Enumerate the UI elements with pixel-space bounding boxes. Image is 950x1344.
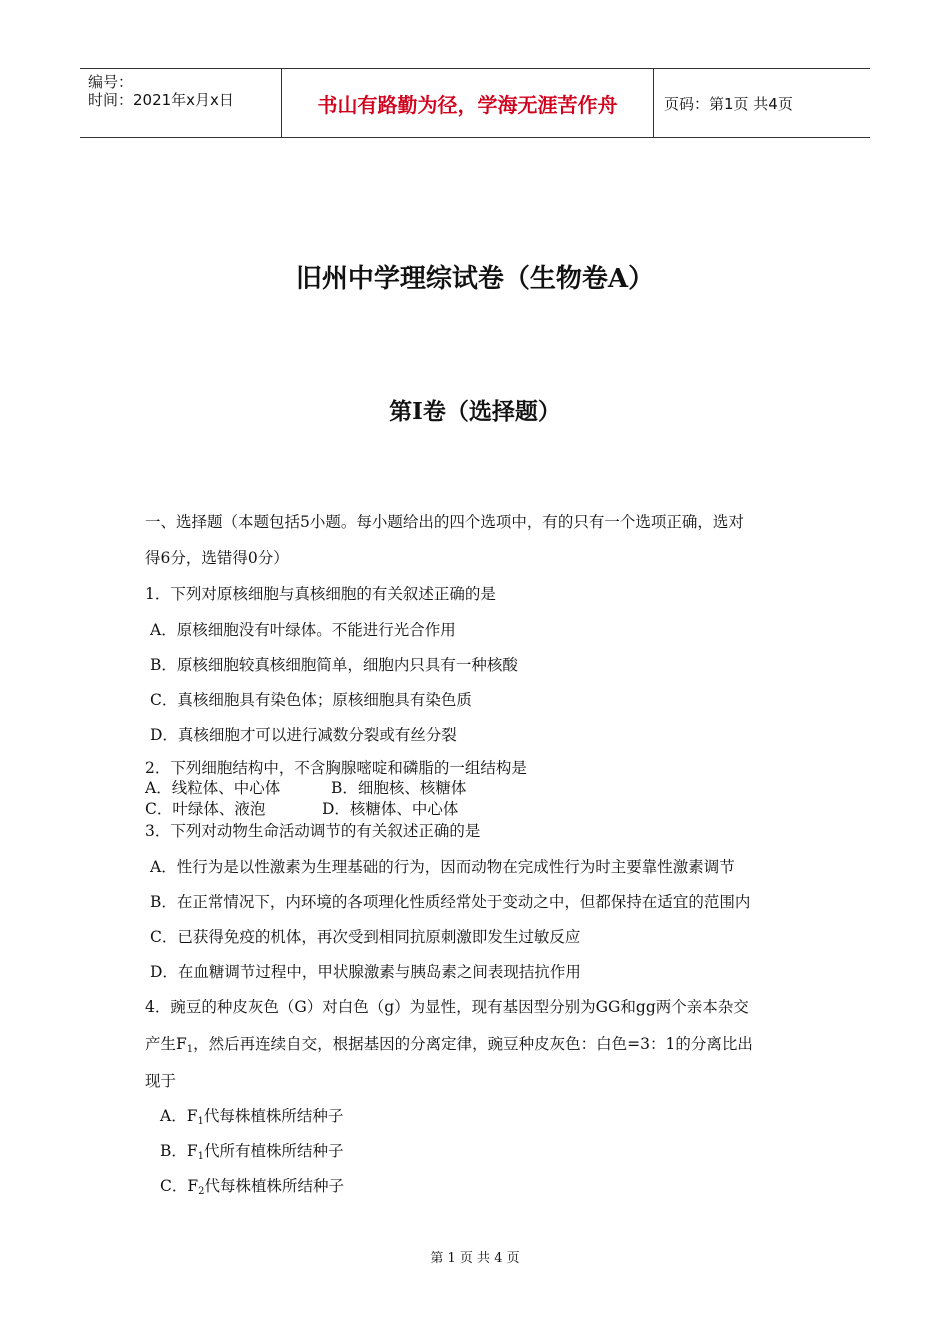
q3-option-d: D．在血糖调节过程中，甲状腺激素与胰岛素之间表现拮抗作用 [150,963,581,981]
header-info-cell [80,69,282,137]
header-motto-cell [282,69,654,137]
q4-option-b: B．$F_1$代所有植株所结种子 [160,1142,344,1162]
header-table [80,68,870,138]
q1-option-d: D．真核细胞才可以进行减数分裂或有丝分裂 [150,726,457,744]
q4-stem-line-1: 4．豌豆的种皮灰色（G）对白色（g）为显性，现有基因型分别为GG和gg两个亲本杂交 [145,998,749,1016]
q4-option-a: A．$F_1$代每株植株所结种子 [160,1107,344,1127]
section-title: 第Ⅰ卷（选择题） [389,398,561,425]
number-label: 编号： [88,73,134,91]
motto-text: 书山有路勤为径，学海无涯苦作舟 [317,92,618,117]
page-footer: 第 1 页 共 4 页 [430,1251,520,1266]
header-page-cell [654,69,870,137]
q2-option-d: D．核糖体、中心体 [322,800,459,818]
q4-option-c: C．$F_2$代每株植株所结种子 [160,1177,345,1197]
time-label: 时间：2021年x月x日 [88,91,234,109]
instructions-line-1: 一、选择题（本题包括5小题。每小题给出的四个选项中，有的只有一个选项正确，选对 [145,513,744,531]
page-info: 页码：第1页 共4页 [664,94,793,113]
q3-stem: 3．下列对动物生命活动调节的有关叙述正确的是 [145,822,481,840]
q2-option-a: A．线粒体、中心体 [145,779,281,797]
q1-option-c: C．真核细胞具有染色体；原核细胞具有染色质 [150,691,472,709]
q4-stem-line-3: 现于 [145,1072,177,1090]
q2-option-c: C．叶绿体、液泡 [145,800,266,818]
q1-option-a: A．原核细胞没有叶绿体。不能进行光合作用 [150,621,456,639]
q2-stem: 2．下列细胞结构中，不含胸腺嘧啶和磷脂的一组结构是 [145,759,527,777]
instructions-line-2: 得6分，选错得0分） [145,549,289,567]
q4-stem-line-2: 产生$F_1$，然后再连续自交，根据基因的分离定律，豌豆种皮灰色：白色=3：1的分离比出 [145,1035,753,1055]
q3-option-c: C．已获得免疫的机体，再次受到相同抗原刺激即发生过敏反应 [150,928,581,946]
exam-title: 旧州中学理综试卷（生物卷A） [295,264,655,294]
q3-option-a: A．性行为是以性激素为生理基础的行为，因而动物在完成性行为时主要靠性激素调节 [150,858,735,876]
q1-stem: 1．下列对原核细胞与真核细胞的有关叙述正确的是 [145,585,496,603]
q1-option-b: B．原核细胞较真核细胞简单，细胞内只具有一种核酸 [150,656,518,674]
q3-option-b: B．在正常情况下，内环境的各项理化性质经常处于变动之中，但都保持在适宜的范围内 [150,893,751,911]
q2-option-b: B．细胞核、核糖体 [331,779,467,797]
